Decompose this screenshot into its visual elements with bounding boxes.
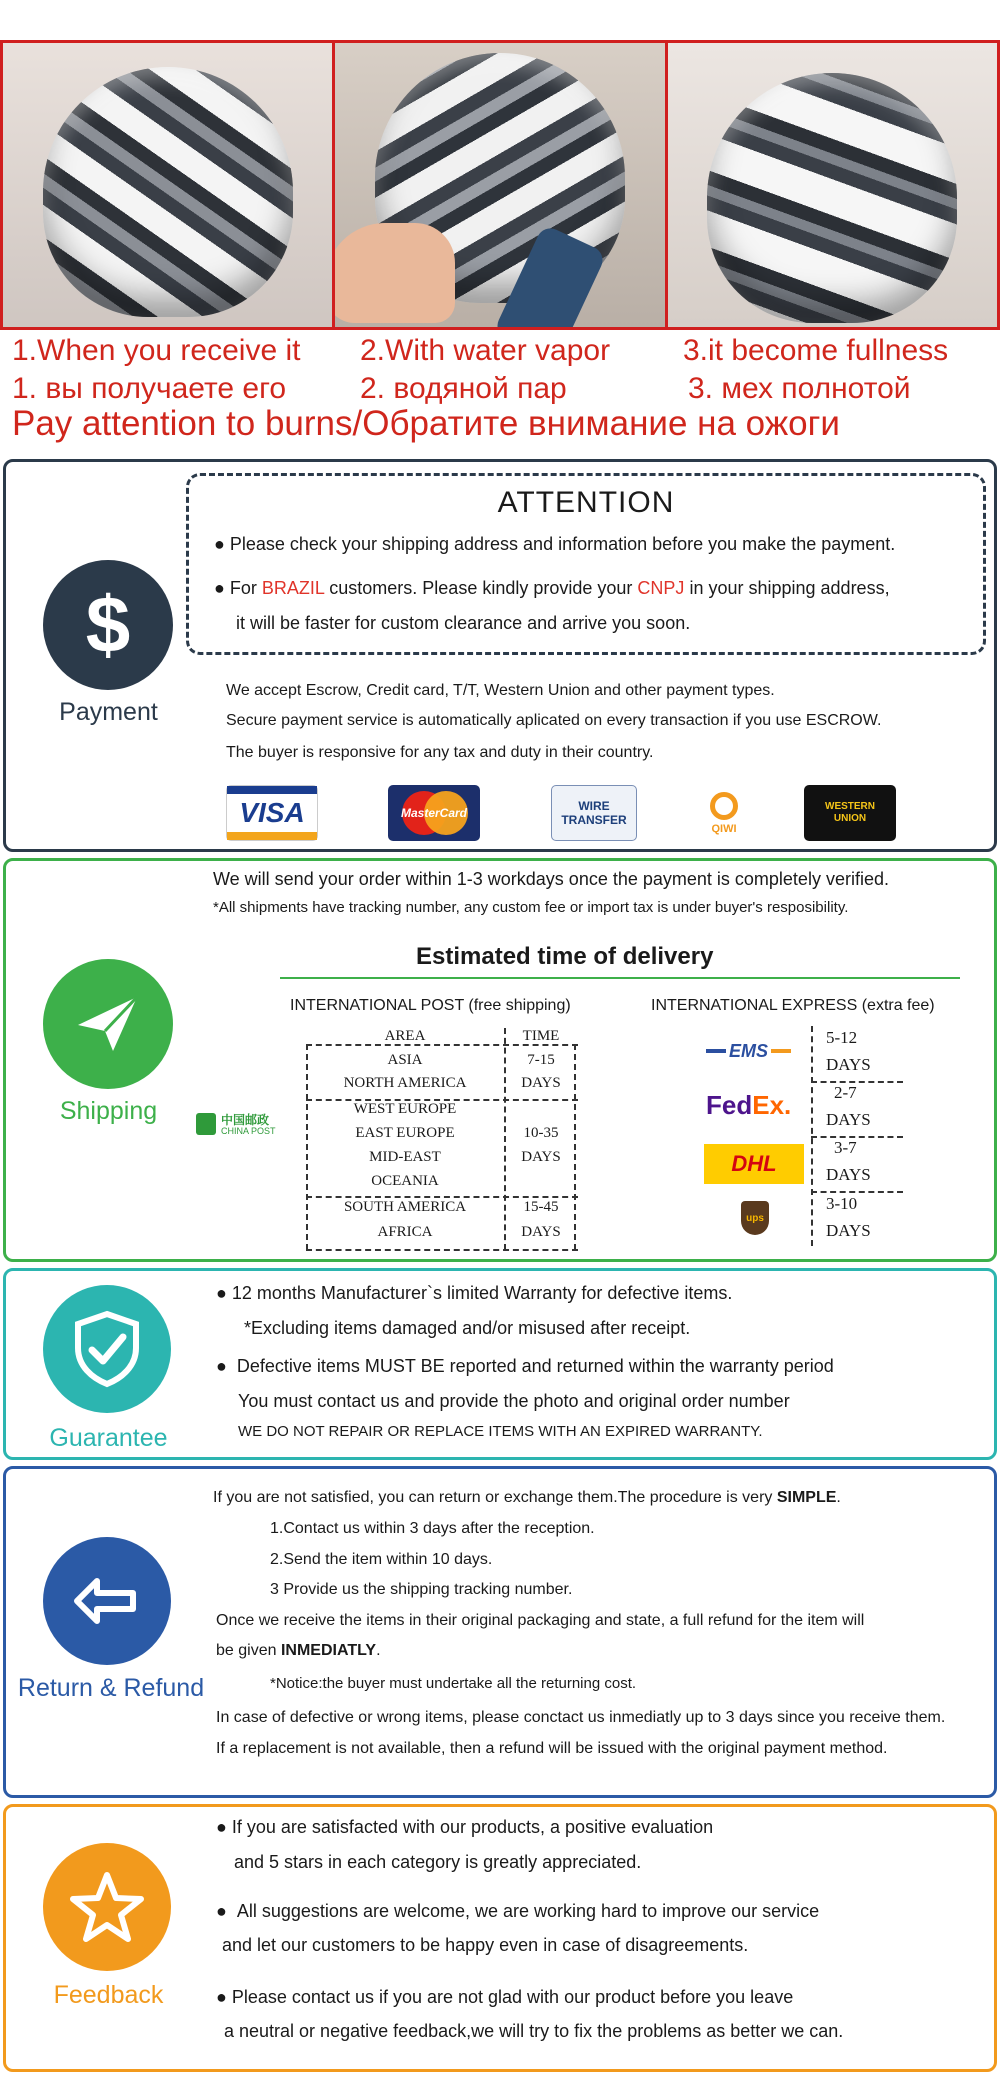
star-icon (43, 1843, 171, 1971)
area-south-america: SOUTH AMERICA (343, 1199, 467, 1215)
fedex-logo: FedEx. (706, 1090, 792, 1120)
return-line-8: In case of defective or wrong items, please conctact us inmediatly up to 3 days since you receive them. (216, 1709, 946, 1726)
visa-logo: VISA (226, 785, 318, 841)
return-arrow-icon (43, 1537, 171, 1665)
ems-logo: EMS (706, 1038, 796, 1064)
ems-time: 5-12 (826, 1028, 858, 1047)
days-r2: DAYS (521, 1149, 561, 1165)
area-east-europe: EAST EUROPE (355, 1125, 455, 1141)
time-r1: 7-15 (527, 1052, 555, 1068)
feedback-line-4: and let our customers to be happy even in case of disagreements. (222, 1935, 749, 1955)
payment-panel (3, 459, 997, 852)
return-notice: *Notice:the buyer must undertake all the returning cost. (270, 1675, 637, 1692)
express-table (696, 1026, 906, 1246)
feedback-panel (3, 1804, 997, 2072)
return-step-3: 3 Provide us the shipping tracking number. (270, 1581, 573, 1598)
return-line-1: If you are not satisfied, you can return or exchange them.The procedure is very SIMPLE. (213, 1489, 841, 1506)
step2-en: 2.With water vapor (360, 334, 611, 367)
step1-en: 1.When you receive it (12, 334, 301, 367)
delivery-title: Estimated time of delivery (416, 943, 714, 970)
feedback-line-3: ● All suggestions are welcome, we are working hard to improve our service (216, 1901, 820, 1921)
post-table (306, 1028, 578, 1250)
fur-hat-image (707, 73, 957, 323)
photo-full (668, 43, 997, 327)
return-step-2: 2.Send the item within 10 days. (270, 1551, 493, 1568)
shipping-panel (3, 858, 997, 1262)
payment-caption: Payment (59, 698, 158, 726)
guarantee-line-1: ● 12 months Manufacturer`s limited Warranty for defective items. (216, 1283, 733, 1303)
fur-hat-image (43, 67, 293, 317)
dhl-days: DAYS (826, 1165, 871, 1184)
step2-ru: 2. водяной пар (360, 372, 567, 405)
shipping-caption: Shipping (59, 1097, 158, 1125)
china-post-logo: 中国邮政 CHINA POST (196, 1111, 296, 1141)
days-r1: DAYS (521, 1075, 561, 1091)
time-r3: 15-45 (523, 1199, 559, 1215)
days-r3: DAYS (521, 1224, 561, 1240)
attention-title: ATTENTION (497, 486, 675, 519)
fedex-time: 2-7 (834, 1083, 857, 1102)
area-oceania: OCEANIA (371, 1173, 439, 1189)
qiwi-logo: QIWI (694, 785, 754, 841)
area-west-europe: WEST EUROPE (353, 1101, 457, 1117)
wire-transfer-logo: WIRE TRANSFER (551, 785, 637, 841)
area-africa: AFRICA (377, 1224, 433, 1240)
guarantee-line-5: WE DO NOT REPAIR OR REPLACE ITEMS WITH AN EXPIRED WARRANTY. (238, 1423, 763, 1440)
photo-steaming (335, 43, 667, 327)
dollar-icon: $ (43, 560, 173, 690)
guarantee-line-4: You must contact us and provide the photo and original order number (238, 1391, 790, 1411)
feedback-caption: Feedback (53, 1981, 164, 2009)
shipping-line-1: We will send your order within 1-3 workdays once the payment is completely verified. (213, 869, 889, 889)
hand-image (335, 223, 455, 323)
step3-en: 3.it become fullness (683, 334, 949, 367)
feedback-line-5: ● Please contact us if you are not glad with our product before you leave (216, 1987, 794, 2007)
title-underline (280, 977, 960, 979)
step3-ru: 3. мех полнотой (688, 372, 911, 405)
return-line-5: Once we receive the items in their original packaging and state, a full refund for the item will (216, 1612, 865, 1629)
return-caption: Return & Refund (17, 1674, 205, 1702)
guarantee-line-2: *Excluding items damaged and/or misused after receipt. (244, 1318, 691, 1338)
attention-bullet-2: ● For BRAZIL customers. Please kindly provide your CNPJ in your shipping address, (214, 578, 890, 598)
dhl-time: 3-7 (834, 1138, 857, 1157)
return-line-6: be given INMEDIATLY. (216, 1642, 381, 1659)
ups-time: 3-10 (826, 1194, 858, 1213)
product-photos (0, 40, 1000, 330)
feedback-line-6: a neutral or negative feedback,we will try to fix the problems as better we can. (224, 2021, 844, 2041)
paper-plane-icon (43, 959, 173, 1089)
return-step-1: 1.Contact us within 3 days after the reception. (270, 1520, 595, 1537)
area-mid-east: MID-EAST (369, 1149, 441, 1165)
payment-line-1: We accept Escrow, Credit card, T/T, Western Union and other payment types. (226, 682, 775, 699)
fedex-days: DAYS (826, 1110, 871, 1129)
attention-bullet-2-cont: it will be faster for custom clearance and arrive you soon. (236, 613, 691, 633)
area-asia: ASIA (387, 1052, 423, 1068)
feedback-line-1: ● If you are satisfacted with our products, a positive evaluation (216, 1817, 714, 1837)
guarantee-panel (3, 1268, 997, 1460)
post-header: INTERNATIONAL POST (free shipping) (290, 997, 571, 1014)
ups-logo: ups (741, 1201, 769, 1235)
time-r2: 10-35 (523, 1125, 559, 1141)
guarantee-caption: Guarantee (49, 1424, 168, 1452)
ups-days: DAYS (826, 1221, 871, 1240)
ems-days: DAYS (826, 1055, 871, 1074)
payment-line-2: Secure payment service is automatically aplicated on every transaction if you use ESCROW. (226, 712, 882, 729)
shipping-line-2: *All shipments have tracking number, any custom fee or import tax is under buyer's resposibility. (213, 899, 849, 916)
guarantee-line-3: ● Defective items MUST BE reported and returned within the warranty period (216, 1356, 834, 1376)
shield-check-icon (43, 1285, 171, 1413)
col-area: AREA (384, 1028, 426, 1044)
feedback-line-2: and 5 stars in each category is greatly appreciated. (234, 1852, 642, 1872)
express-header: INTERNATIONAL EXPRESS (extra fee) (651, 997, 935, 1014)
step1-ru: 1. вы получаете его (12, 372, 287, 405)
western-union-logo: WESTERN UNION (804, 785, 896, 841)
attention-box (186, 473, 986, 655)
attention-bullet-1: ● Please check your shipping address and information before you make the payment. (214, 534, 896, 554)
dhl-logo: DHL (704, 1144, 804, 1184)
burn-warning: Pay attention to burns/Обратите внимание на ожоги (12, 404, 840, 443)
payment-line-3: The buyer is responsive for any tax and duty in their country. (226, 744, 654, 761)
col-time: TIME (522, 1028, 560, 1044)
mastercard-logo: MasterCard (388, 785, 480, 841)
area-north-america: NORTH AMERICA (343, 1075, 467, 1091)
return-panel (3, 1466, 997, 1798)
return-line-9: If a replacement is not available, then a refund will be issued with the original payment method. (216, 1740, 888, 1757)
photo-received (3, 43, 335, 327)
